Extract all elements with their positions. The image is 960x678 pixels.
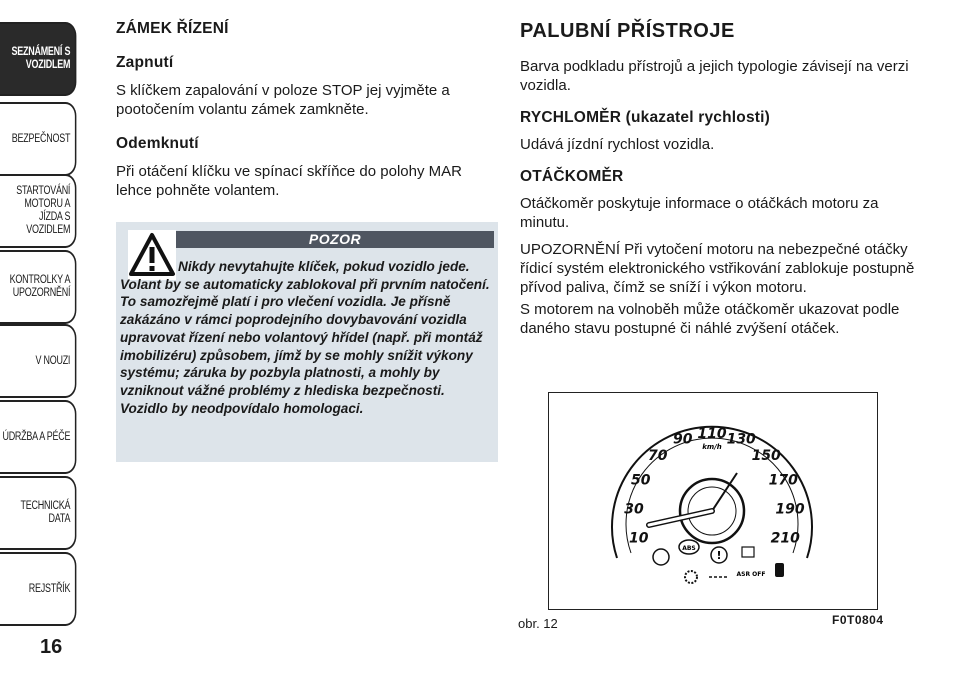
tab-startovani[interactable]: STARTOVÁNÍ MOTORU A JÍZDA S VOZIDLEM [0, 174, 76, 248]
speed-label: 10 [628, 530, 649, 547]
tab-technicka-data[interactable]: TECHNICKÁ DATA [0, 476, 76, 550]
unlock-subtitle: Odemknutí [116, 135, 199, 152]
speedometer-drawing [549, 393, 876, 608]
tachometer-p3: S motorem na volnoběh může otáčkoměr ukazovat podle daného stavu postupné či náhlé zvýšení otáček. [520, 301, 900, 337]
speed-label: 110 [697, 426, 727, 442]
warning-label: POZOR [176, 231, 494, 248]
speedometer-title: RYCHLOMĚR (ukazatel rychlosti) [520, 109, 771, 126]
right-column [520, 20, 920, 338]
engine-fault-icon [685, 571, 697, 583]
instruments-title: PALUBNÍ PŘÍSTROJE [520, 20, 735, 42]
speedometer-figure [548, 392, 878, 610]
left-column [116, 20, 498, 200]
speed-label: 190 [775, 501, 805, 518]
speedometer-text: Udává jízdní rychlost vozidla. [520, 136, 715, 153]
airbag-icon [742, 547, 754, 557]
figure-code: F0T0804 [832, 613, 884, 627]
warning-text: Nikdy nevytahujte klíček, pokud vozidlo jede. Volant by se automaticky zablokoval při prvním natočení. To samozřejmě platí i pro vlečení vozidla. Je přísně zakázáno v rámci poprodejního dovybavování vozidla upravovat řízení nebo volantový hřídel (např. při montáž imobilizéru) způsobem, jímž by se mohly snížit výkony systému; záruka by pozbyla platnosti, a mohly by vzniknout vážné problémy z hlediska bezpečnosti. Vozidlo by neodpovídalo homologaci. [120, 259, 490, 416]
tachometer-title: OTÁČKOMĚR [520, 168, 624, 185]
speed-label: 50 [630, 472, 651, 489]
speed-unit: km/h [702, 443, 722, 451]
figure-caption: obr. 12 [518, 616, 558, 631]
tab-kontrolky[interactable]: KONTROLKY A UPOZORNĚNÍ [0, 250, 76, 324]
speed-label: 90 [673, 431, 693, 448]
instruments-intro: Barva podkladu přístrojů a jejich typologie závisejí na verzi vozidla. [520, 58, 909, 94]
svg-text:!: ! [716, 549, 722, 562]
lock-subtitle: Zapnutí [116, 54, 174, 71]
speed-label: 30 [624, 501, 644, 518]
steering-lock-title: ZÁMEK ŘÍZENÍ [116, 20, 229, 37]
speed-label: 210 [770, 530, 800, 547]
speed-label: 170 [768, 472, 798, 489]
tab-v-nouzi[interactable]: V NOUZI [0, 324, 76, 398]
speed-label: 150 [751, 447, 781, 464]
speed-label: 130 [726, 431, 756, 448]
tachometer-p2: UPOZORNĚNÍ Při vytočení motoru na nebezpečné otáčky řídicí systém elektronického vstřikování zablokuje postupně přívod paliva, čímž se sníží i výkon motoru. [520, 241, 915, 296]
lock-text: S klíčkem zapalování v poloze STOP jej vyjměte a pootočením volantu zámek zamkněte. [116, 82, 450, 118]
tab-rejstrik[interactable]: REJSTŘÍK [0, 552, 76, 626]
parking-light-icon [653, 549, 669, 565]
warning-box [116, 222, 498, 462]
page-number: 16 [40, 636, 63, 658]
tab-seznameni[interactable]: SEZNÁMENÍ S VOZIDLEM [0, 22, 76, 96]
asr-off-label: ASR OFF [736, 571, 766, 578]
fuel-reserve-icon [775, 563, 784, 577]
tachometer-p1: Otáčkoměr poskytuje informace o otáčkách motoru za minutu. [520, 195, 879, 231]
tab-bezpecnost[interactable]: BEZPEČNOST [0, 102, 76, 176]
unlock-text: Při otáčení klíčku ve spínací skříňce do polohy MAR lehce pohněte volantem. [116, 163, 462, 199]
abs-label: ABS [682, 545, 696, 552]
tab-udrzba[interactable]: ÚDRŽBA A PÉČE [0, 400, 76, 474]
speed-label: 70 [648, 447, 668, 464]
